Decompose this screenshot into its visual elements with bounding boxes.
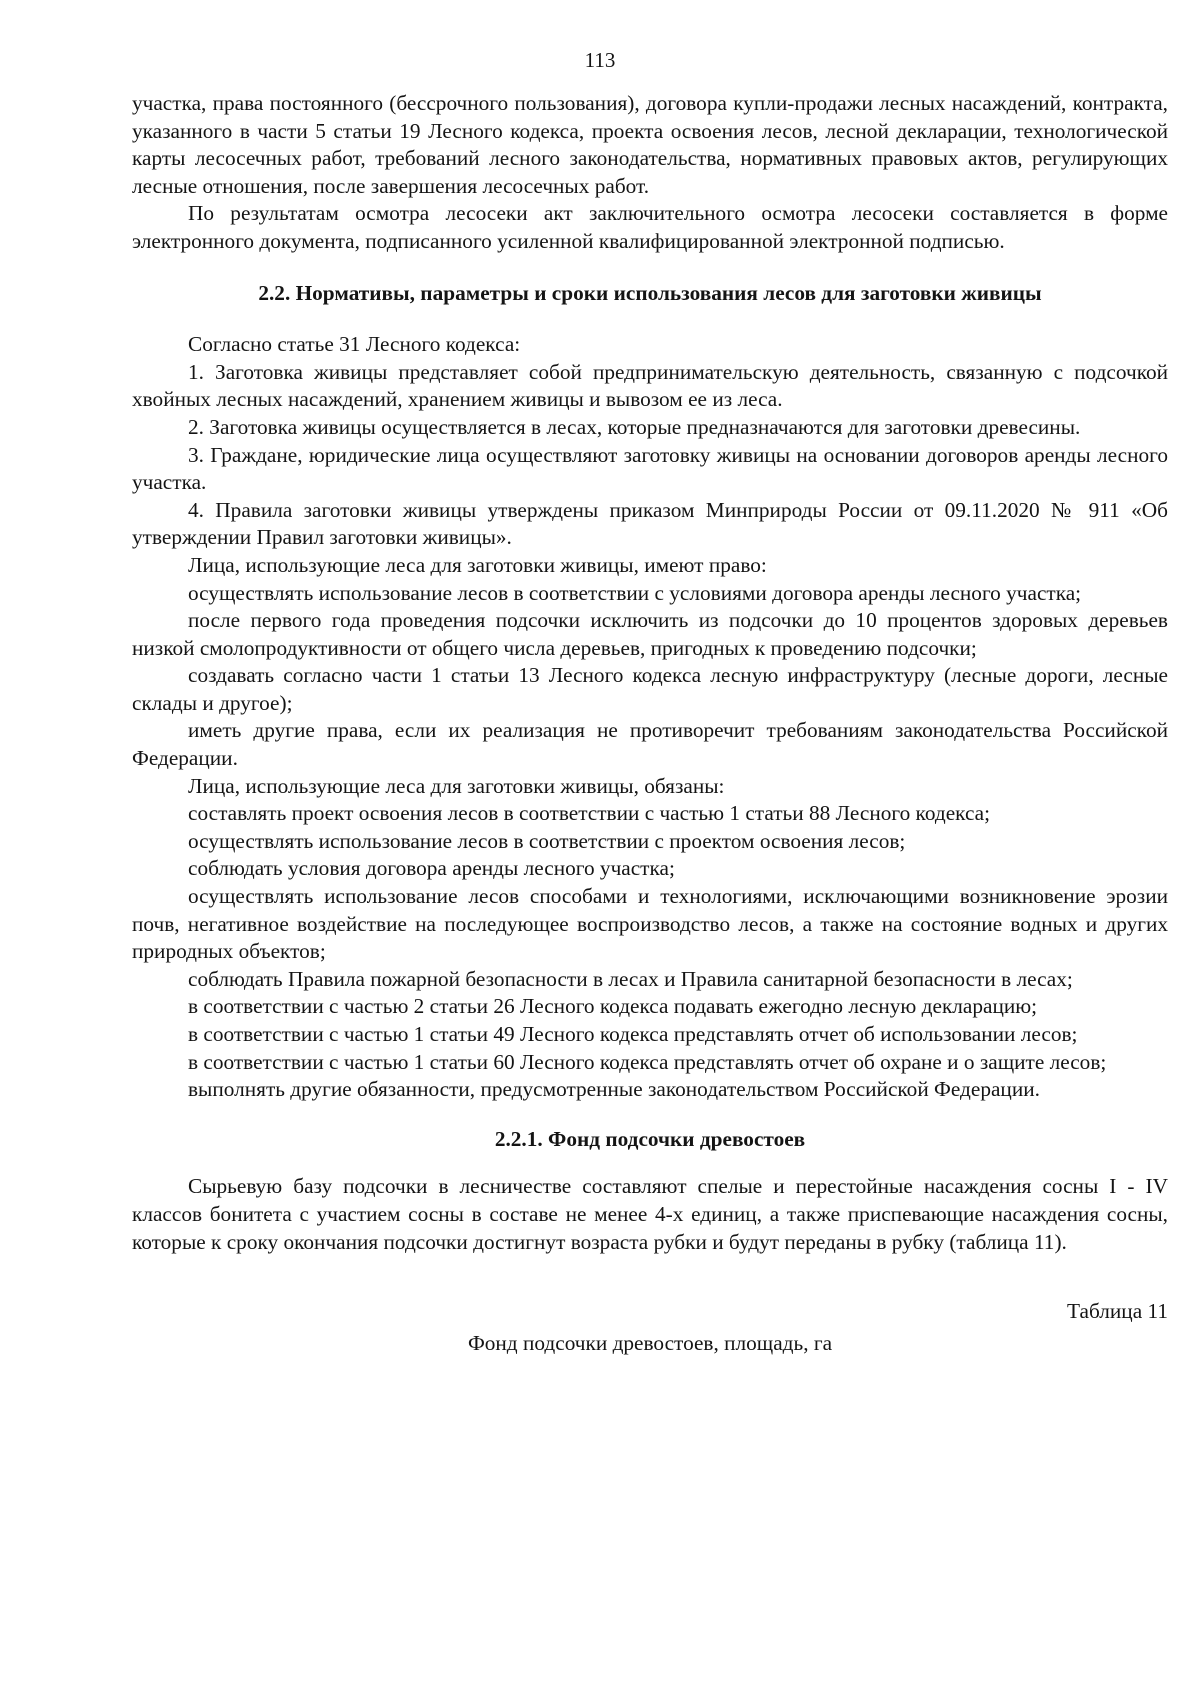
paragraph: Согласно статье 31 Лесного кодекса: [188,332,521,357]
result-paragraph: По результатам осмотра лесосеки акт заключительного осмотра лесосеки составляется в форме электронного документа, подписанного усиленной квалифицированной электронной подписью. [132,201,1168,253]
paragraph: соблюдать Правила пожарной безопасности в лесах и Правила санитарной безопасности в лесах; [188,966,1073,991]
paragraph: Лица, использующие леса для заготовки живицы, имеют право: [188,552,767,577]
page-number: 113 [584,48,616,72]
paragraph: после первого года проведения подсочки исключить из подсочки до 10 процентов здоровых деревьев низкой смолопродуктивности от общего числа деревьев, пригодных к проведению подсочки; [132,608,1168,660]
section-heading-2-2-1: 2.2.1. Фонд подсочки древостоев [494,1126,806,1151]
section-2-2-body [132,331,1168,1104]
paragraph: составлять проект освоения лесов в соответствии с частью 1 статьи 88 Лесного кодекса; [188,801,991,826]
paragraph: создавать согласно части 1 статьи 13 Лесного кодекса лесную инфраструктуру (лесные дороги, лесные склады и другое); [132,663,1168,715]
paragraph: осуществлять использование лесов способами и технологиями, исключающими возникновение эрозии почв, негативное воздействие на последующее воспроизводство лесов, а также на состояние водных и других природных объектов; [132,884,1168,964]
paragraph: 4. Правила заготовки живицы утверждены приказом Минприроды России от 09.11.2020 № 911 «Об утверждении Правил заготовки живицы». [132,497,1168,550]
paragraph: осуществлять использование лесов в соответствии с условиями договора аренды лесного участка; [188,580,1082,605]
paragraph: 1. Заготовка живицы представляет собой предпринимательскую деятельность, связанную с подсочкой хвойных лесных насаждений, хранением живицы и вывозом ее из леса. [132,359,1168,412]
continuation-paragraph: участка, права постоянного (бессрочного пользования), договора купли-продажи лесных насаждений, контракта, указанного в части 5 статьи 19 Лесного кодекса, проекта освоения лесов, лесной декларации, технологической карты лесосечных работ, требований лесного законодательства, нормативных правовых актов, регулирующих лесные отношения, после завершения лесосечных работ. [132,91,1168,198]
paragraph: 2. Заготовка живицы осуществляется в лесах, которые предназначаются для заготовки древесины. [188,414,1081,439]
paragraph: осуществлять использование лесов в соответствии с проектом освоения лесов; [188,828,906,853]
paragraph: выполнять другие обязанности, предусмотренные законодательством Российской Федерации. [188,1077,1040,1102]
table-label: Таблица 11 [1067,1299,1168,1324]
document-body [132,90,1168,1357]
section-heading-2-2: 2.2. Нормативы, параметры и сроки использования лесов для заготовки живицы [258,280,1042,305]
paragraph: 3. Граждане, юридические лица осуществляют заготовку живицы на основании договоров аренды лесного участка. [132,442,1168,495]
paragraph: иметь другие права, если их реализация не противоречит требованиям законодательства Российской Федерации. [132,718,1168,771]
paragraph: в соответствии с частью 1 статьи 60 Лесного кодекса представлять отчет об охране и о защите лесов; [188,1049,1107,1074]
raw-material-paragraph: Сырьевую базу подсочки в лесничестве составляют спелые и перестойные насаждения сосны I - IV классов бонитета с участием сосны в составе не менее 4-х единиц, а также приспевающие насаждения сосны, которые к сроку окончания подсочки достигнут возраста рубки и будут переданы в рубку (таблица 11). [132,1174,1168,1254]
paragraph: Лица, использующие леса для заготовки живицы, обязаны: [188,773,725,798]
paragraph: в соответствии с частью 1 статьи 49 Лесного кодекса представлять отчет об использовании лесов; [188,1022,1078,1046]
table-caption: Фонд подсочки древостоев, площадь, га [467,1330,833,1355]
paragraph: соблюдать условия договора аренды лесного участка; [188,856,675,881]
paragraph: в соответствии с частью 2 статьи 26 Лесного кодекса подавать ежегодно лесную декларацию; [188,994,1038,1019]
